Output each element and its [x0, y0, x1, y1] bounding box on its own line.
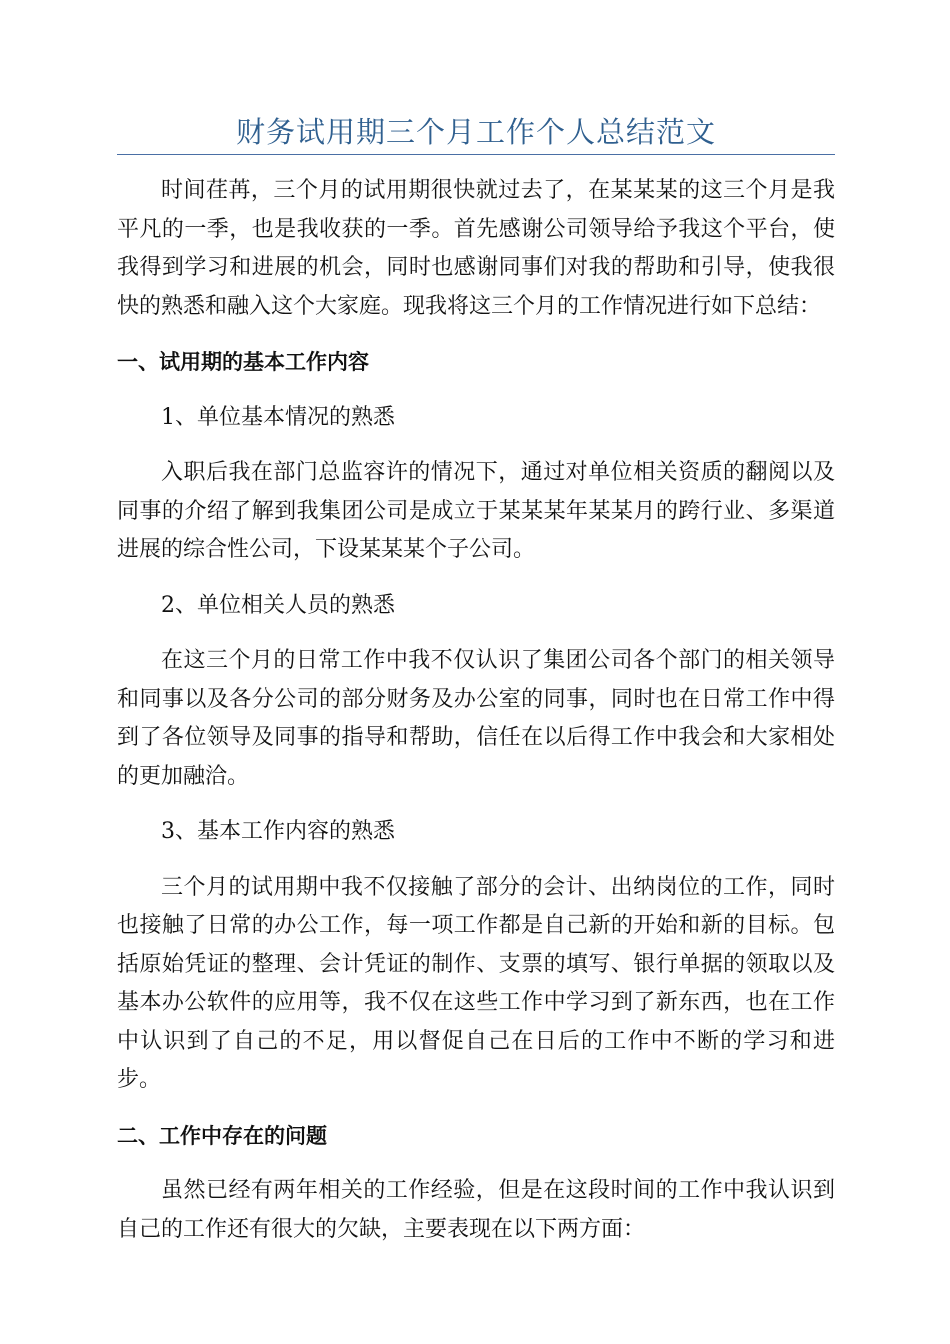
section-heading-2: 二、工作中存在的问题 [117, 1123, 327, 1148]
section2-paragraph: 虽然已经有两年相关的工作经验，但是在这段时间的工作中我认识到自己的工作还有很大的欠缺，主要表现在以下两方面： [117, 1178, 835, 1242]
subsection-paragraph-3: 三个月的试用期中我不仅接触了部分的会计、出纳岗位的工作，同时也接触了日常的办公工作，每一项工作都是自己新的开始和新的目标。包括原始凭证的整理、会计凭证的制作、支票的填写、银行单据的领取以及基本办公软件的应用等，我不仅在这些工作中学习到了新东西，也在工作中认识到了自己的不足，用以督促自己在日后的工作中不断的学习和进步。 [117, 874, 835, 1092]
subsection-title-3: 3、基本工作内容的熟悉 [161, 819, 395, 844]
subsection-title-2: 2、单位相关人员的熟悉 [161, 592, 395, 618]
document-title: 财务试用期三个月工作个人总结范文 [235, 115, 716, 149]
subsection-paragraph-2: 在这三个月的日常工作中我不仅认识了集团公司各个部门的相关领导和同事以及各分公司的部分财务及办公室的同事，同时也在日常工作中得到了各位领导及同事的指导和帮助，信任在以后得工作中我会和大家相处的更加融洽。 [117, 648, 835, 789]
subsection-title-1: 1、单位基本情况的熟悉 [161, 404, 395, 430]
intro-paragraph: 时间荏苒，三个月的试用期很快就过去了，在某某某的这三个月是我平凡的一季，也是我收获的一季。首先感谢公司领导给予我这个平台，使我得到学习和进展的机会，同时也感谢同事们对我的帮助和引导，使我很快的熟悉和融入这个大家庭。现我将这三个月的工作情况进行如下总结： [117, 178, 835, 319]
title-underline [117, 154, 835, 155]
subsection-paragraph-1: 入职后我在部门总监容许的情况下，通过对单位相关资质的翻阅以及同事的介绍了解到我集团公司是成立于某某某年某某月的跨行业、多渠道进展的综合性公司，下设某某某个子公司。 [117, 460, 835, 562]
document-body [117, 172, 835, 1266]
section-heading-1: 一、试用期的基本工作内容 [117, 350, 369, 374]
